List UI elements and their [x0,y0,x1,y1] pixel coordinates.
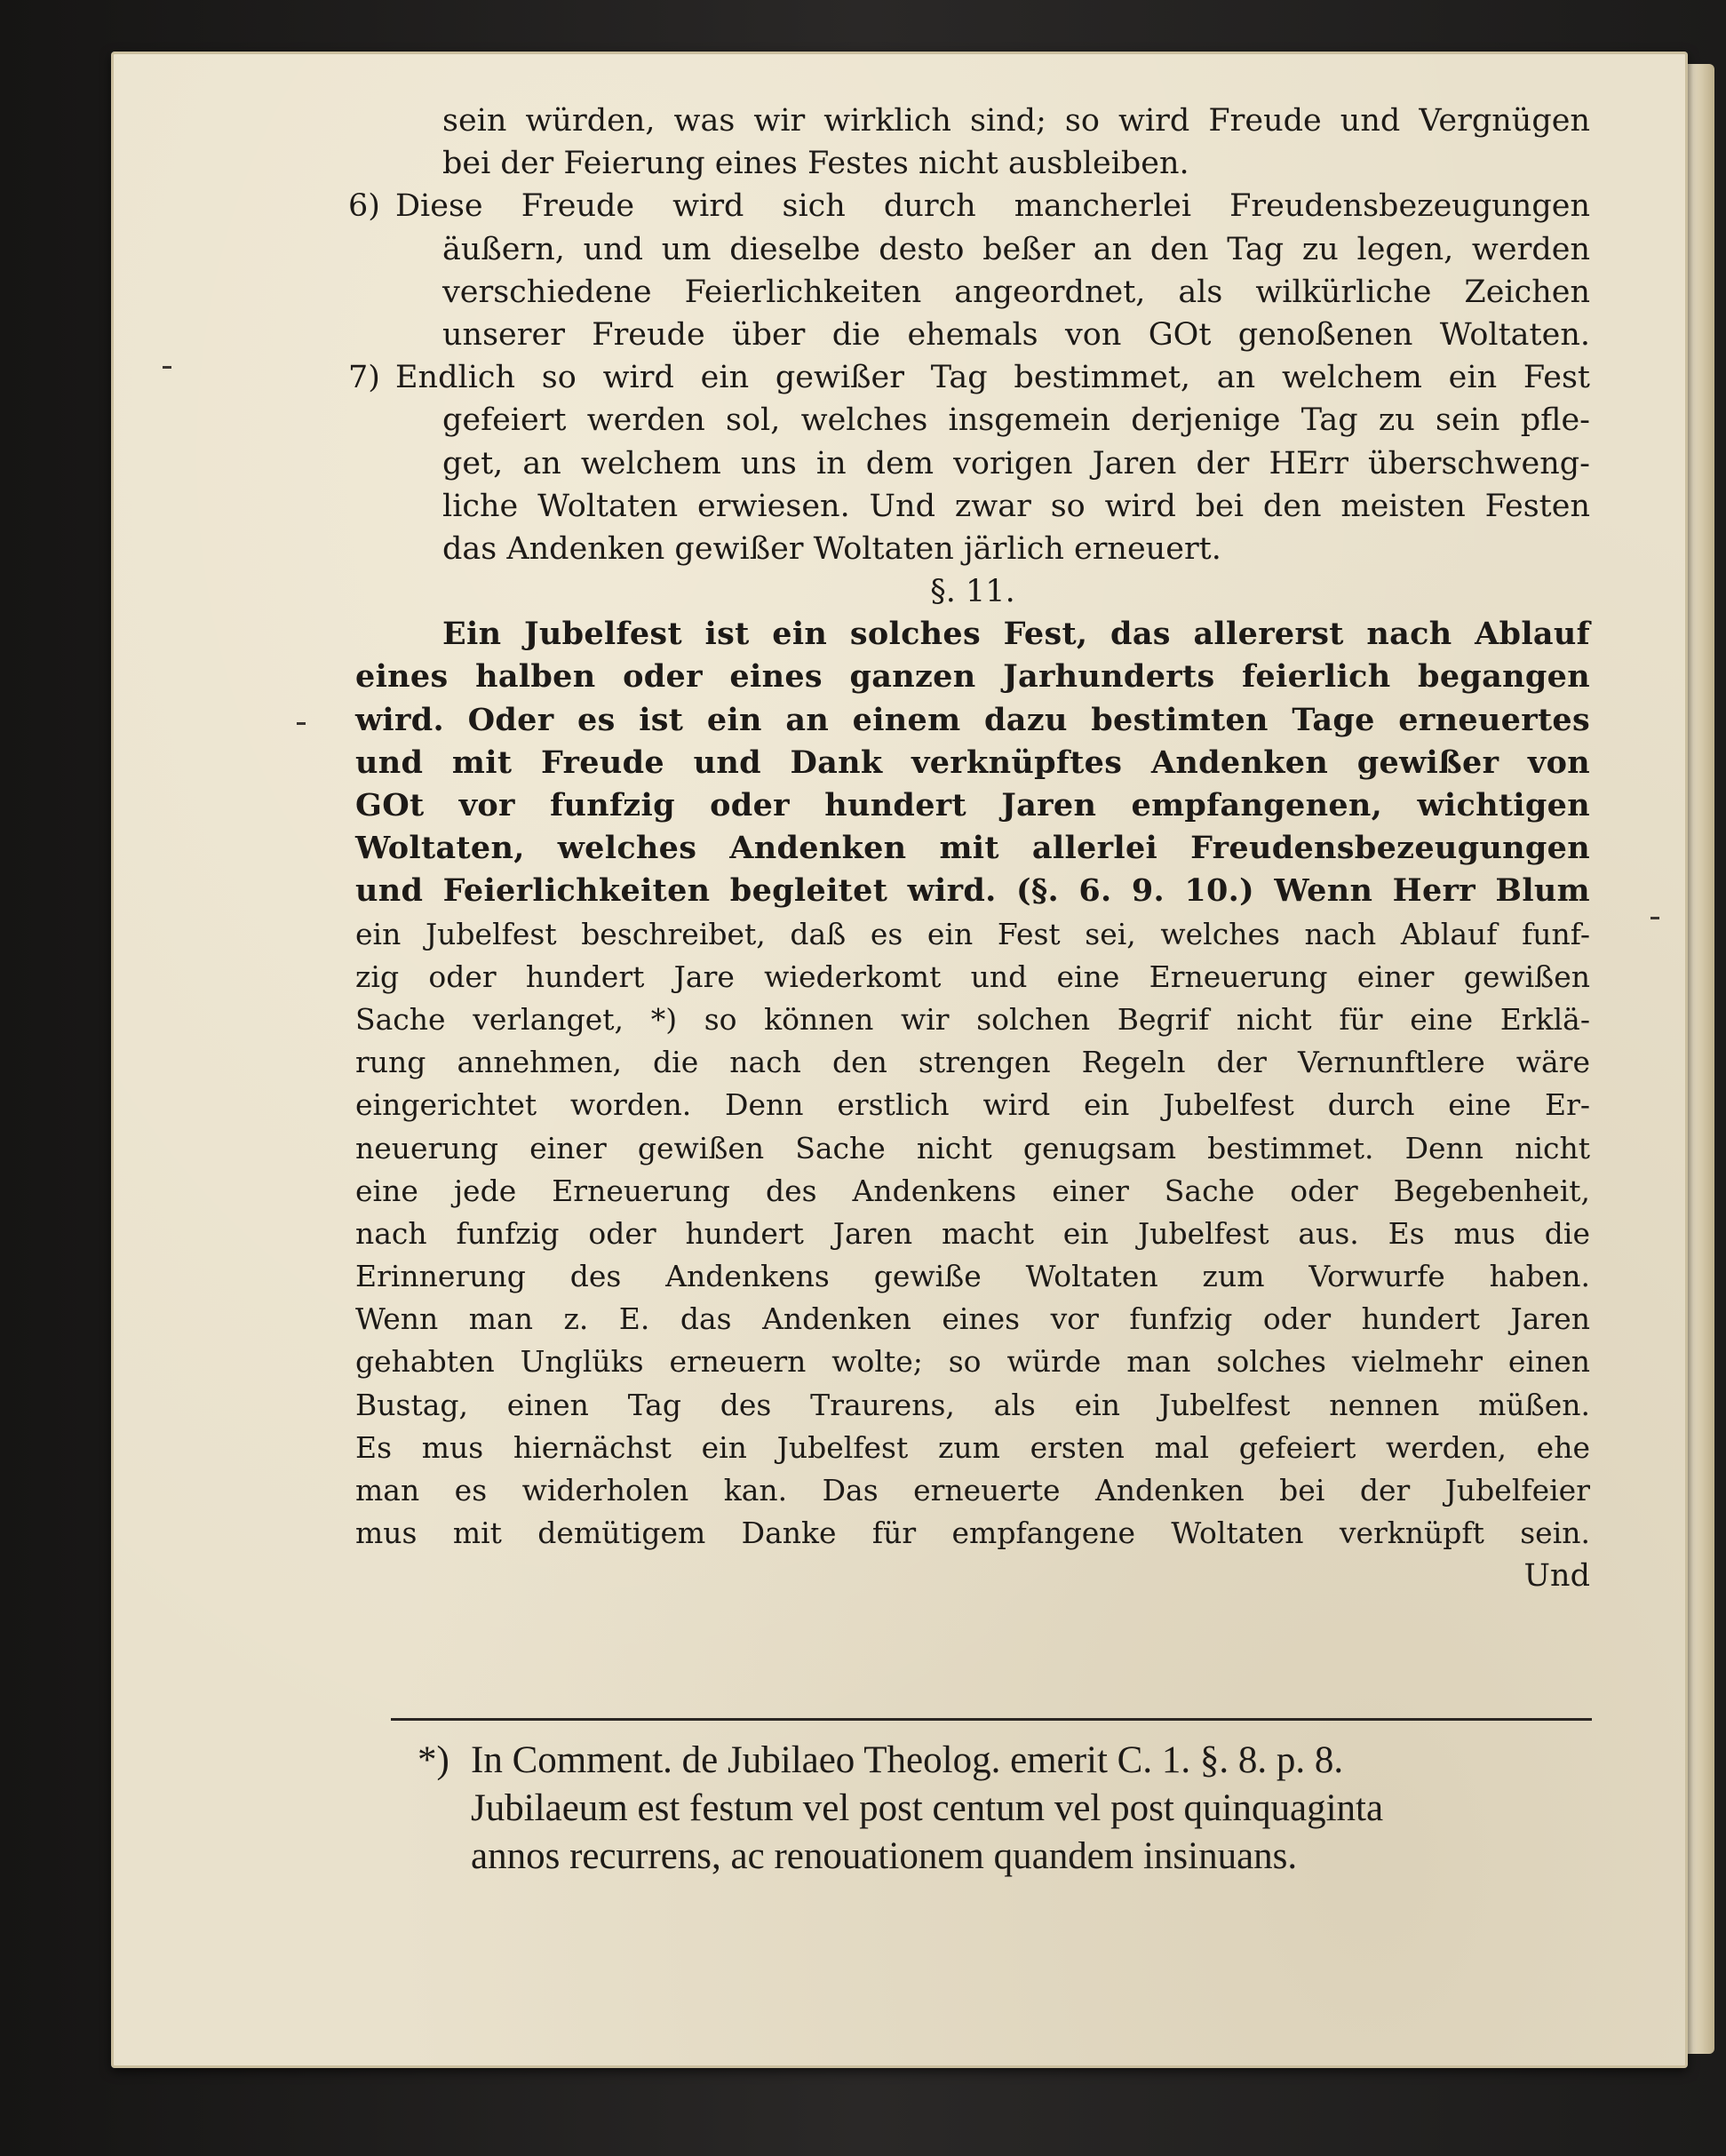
text-line: unserer Freude über die ehemals von GOt genoßenen Woltaten. [442,316,1590,353]
catchword: Und [1523,1558,1590,1595]
text-line: nach funfzig oder hundert Jaren macht ein Jubelfest aus. Es mus die [355,1215,1590,1251]
margin-mark [1650,917,1659,919]
footnote-text-line: Jubilaeum est festum vel post centum vel post quinquaginta [471,1787,1384,1829]
text-line: gehabten Unglüks erneuern wolte; so würde man solches vielmehr einen [355,1344,1590,1380]
text-line: ein Jubelfest beschreibet, daß es ein Fest sei, welches nach Ablauf funf- [355,916,1590,951]
text-line: gefeiert werden sol, welches insgemein derjenige Tag zu sein pfle- [442,402,1590,439]
main-text [348,99,1590,1598]
text-line: rung annehmen, die nach den strengen Regeln der Vernunftlere wäre [355,1045,1590,1080]
text-line: Bustag, einen Tag des Traurens, als ein Jubelfest nennen müßen. [355,1387,1590,1422]
section-paragraph [355,613,1590,912]
text-line: das Andenken gewißer Woltaten järlich erneuert. [442,530,1221,567]
text-line: wird. Oder es ist ein an einem dazu bestimten Tage erneuertes [355,701,1590,738]
margin-mark [163,366,171,369]
text-line: man es widerholen kan. Das erneuerte Andenken bei der Jubelfeier [355,1473,1590,1508]
text-line: verschiedene Feierlichkeiten angeordnet, als wilkürliche Zeichen [442,274,1590,310]
item-number: 7) [348,360,380,396]
footnote-divider [391,1718,1592,1721]
text-line: Es mus hiernächst ein Jubelfest zum ersten mal gefeiert werden, ehe [355,1429,1590,1465]
text-line: Erinnerung des Andenkens gewiße Woltaten zum Vorwurfe haben. [355,1259,1590,1294]
footnote-text-line: In Comment. de Jubilaeo Theolog. emerit C. 1. §. 8. p. 8. [471,1739,1344,1781]
text-line: Diese Freude wird sich durch mancherlei Freudensbezeugungen [395,188,1590,225]
text-line: Endlich so wird ein gewißer Tag bestimmet, an welchem ein Fest [395,360,1590,396]
text-line: liche Woltaten erwiesen. Und zwar so wird bei den meisten Festen [442,488,1590,524]
text-line: eingerichtet worden. Denn erstlich wird ein Jubelfest durch eine Er- [355,1087,1590,1123]
text-line: eine jede Erneuerung des Andenkens einer Sache oder Begebenheit, [355,1173,1590,1208]
text-line: mus mit demütigem Danke für empfangene Woltaten verknüpft sein. [355,1516,1590,1551]
margin-mark [297,722,306,725]
text-line: zig oder hundert Jare wiederkomt und eine Erneuerung einer gewißen [355,959,1590,994]
text-line: äußern, und um dieselbe desto beßer an den Tag zu legen, werden [442,231,1590,267]
text-line: eines halben oder eines ganzen Jarhunderts feierlich begangen [355,658,1590,696]
text-line: neuerung einer gewißen Sache nicht genugsam bestimmet. Denn nicht [355,1130,1590,1166]
text-line: Ein Jubelfest ist ein solches Fest, das allererst nach Ablauf [442,616,1590,653]
text-line: get, an welchem uns in dem vorigen Jaren der HErr überschweng- [442,445,1590,481]
list-item-6-first-line [348,185,1590,227]
text-line: und mit Freude und Dank verknüpftes Andenken gewißer von [355,744,1590,781]
footnote [418,1737,1590,1881]
item-number: 6) [348,188,380,225]
section-paragraph-continued [355,913,1590,1555]
section-heading: §. 11. [930,574,1015,610]
footnote-first-line [418,1737,1590,1785]
footnote-mark: *) [418,1739,449,1781]
list-item-7-first-line [348,356,1590,399]
text-line: sein würden, was wir wirklich sind; so wird Freude und Vergnügen [442,103,1590,139]
text-line: Woltaten, welches Andenken mit allerlei Freudensbezeugungen [355,830,1590,867]
footnote-text-line: annos recurrens, ac renouationem quandem insinuans. [471,1835,1298,1877]
text-line: und Feierlichkeiten begleitet wird. (§. 6. 9. 10.) Wenn Herr Blum [355,872,1590,910]
text-line: Sache verlanget, *) so können wir solchen Begrif nicht für eine Erklä- [355,1001,1590,1037]
text-line: GOt vor funfzig oder hundert Jaren empfangenen, wichtigen [355,787,1590,823]
text-line: Wenn man z. E. das Andenken eines vor funfzig oder hundert Jaren [355,1301,1590,1337]
text-line: bei der Feierung eines Festes nicht ausbleiben. [442,146,1189,182]
